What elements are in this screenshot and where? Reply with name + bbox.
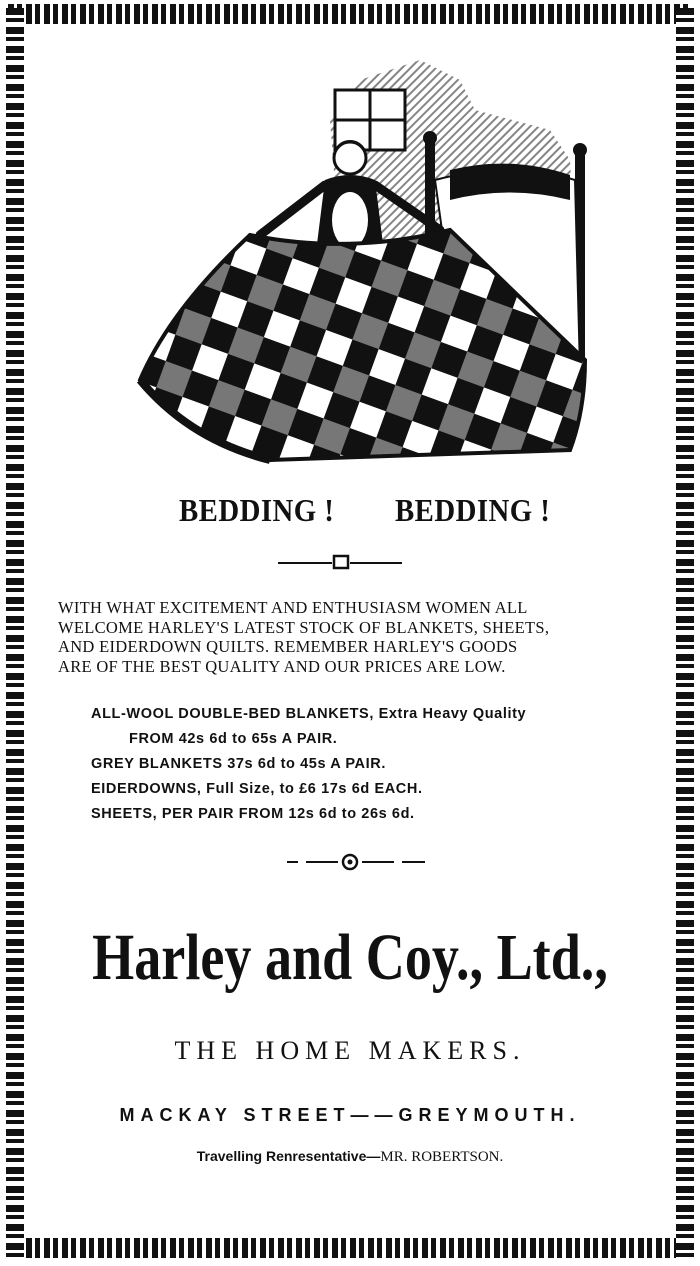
representative-label: Travelling Renresentative— <box>196 1148 381 1164</box>
representative-name: MR. ROBERTSON. <box>380 1149 504 1165</box>
intro-line: WITH WHAT EXCITEMENT AND ENTHUSIASM WOMEN ALL <box>58 598 528 617</box>
intro-paragraph <box>58 598 668 676</box>
tagline: THE HOME MAKERS. <box>174 1036 526 1065</box>
price-list <box>91 702 671 827</box>
decorative-border-left <box>6 8 24 1258</box>
item-grey-blankets: GREY BLANKETS 37s 6d to 45s A PAIR. <box>91 756 386 772</box>
decorative-border-bottom <box>8 1238 692 1258</box>
item-sheets: SHEETS, PER PAIR FROM 12s 6d to 26s 6d. <box>91 806 415 822</box>
decorative-border-right <box>676 8 694 1258</box>
travelling-representative <box>0 1148 700 1166</box>
headline-left: BEDDING ! <box>179 492 335 528</box>
decorative-border-top <box>8 4 692 24</box>
address: MACKAY STREET——GREYMOUTH. <box>119 1105 581 1125</box>
intro-line: ARE OF THE BEST QUALITY AND OUR PRICES ARE LOW. <box>58 656 506 676</box>
intro-line: AND EIDERDOWN QUILTS. REMEMBER HARLEY'S GOODS <box>58 637 518 656</box>
woman-holding-quilt-icon <box>130 50 590 470</box>
headline-right: BEDDING ! <box>395 492 551 528</box>
item-wool-blankets-price: FROM 42s 6d to 65s A PAIR. <box>129 731 338 747</box>
divider-square-ornament <box>0 553 700 573</box>
company-name: Harley and Coy., Ltd., <box>92 921 608 994</box>
item-wool-blankets: ALL-WOOL DOUBLE-BED BLANKETS, Extra Heavy Quality <box>91 706 527 722</box>
headline <box>35 492 665 536</box>
item-eiderdowns: EIDERDOWNS, Full Size, to £6 17s 6d EACH. <box>91 781 423 797</box>
divider-star-ornament <box>0 852 700 872</box>
intro-line: WELCOME HARLEY'S LATEST STOCK OF BLANKETS, SHEETS, <box>58 617 550 637</box>
